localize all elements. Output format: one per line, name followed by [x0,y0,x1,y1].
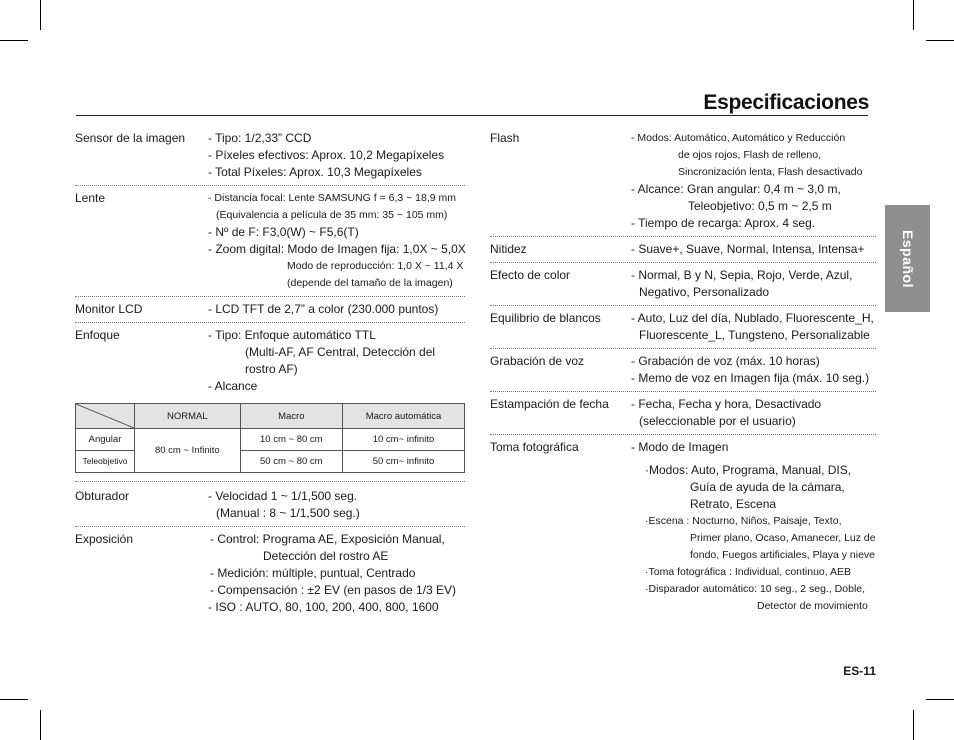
spec-value: de ojos rojos, Flash de relleno, [678,149,821,161]
page-number: ES-11 [843,664,876,678]
language-tab-label: Español [899,229,916,288]
spec-value: - Compensación : ±2 EV (en pasos de 1/3 EV) [210,583,457,597]
spec-value: (Equivalencia a película de 35 mm: 35 ~ 105 mm) [216,209,448,221]
page-title: Especificaciones [703,91,869,114]
spec-value: Sincronización lenta, Flash desactivado [678,166,863,178]
left-column [75,130,465,624]
crop-mark [0,40,28,41]
language-tab [885,205,930,312]
crop-mark [40,0,41,30]
table-row [76,451,465,473]
spec-value: - Total Píxeles: Aprox. 10,3 Megapíxeles [208,165,422,179]
spec-label: Enfoque [75,328,120,342]
crop-mark [0,699,28,700]
spec-value: ·Modos: Auto, Programa, Manual, DIS, [645,463,852,477]
crop-mark [913,0,914,30]
focus-range-table [75,403,465,473]
spec-row-exposicion [75,531,465,620]
spec-value: Detector de movimiento [757,600,868,612]
table-cell: Teleobjetivo [76,451,135,473]
spec-value: - Alcance [208,379,258,393]
spec-row-monitor [75,301,465,323]
spec-value: - Píxeles efectivos: Aprox. 10,2 Megapíxeles [208,148,445,162]
table-row [76,429,465,451]
spec-row-enfoque [75,327,465,399]
spec-value: Modo de reproducción: 1,0 X ~ 11,4 X [287,260,464,272]
crop-mark [926,40,954,41]
spec-label: Equilibrio de blancos [490,311,601,325]
spec-value: Primer plano, Ocaso, Amanecer, Luz de [690,532,876,544]
spec-value: (depende del tamaño de la imagen) [287,277,453,289]
spec-value: (seleccionable por el usuario) [639,414,796,428]
spec-label: Sensor de la imagen [75,131,186,145]
spec-value: Retrato, Escena [690,497,777,511]
diagonal-line-icon [76,404,134,428]
spec-label: Exposición [75,532,134,546]
spec-value: - ISO : AUTO, 80, 100, 200, 400, 800, 1600 [208,600,439,614]
spec-value: fondo, Fuegos artificiales, Playa y nieve [690,549,876,561]
spec-value: Teleobjetivo: 0,5 m ~ 2,5 m [688,199,832,213]
table-corner-cell [76,404,135,429]
spec-row-sensor [75,130,465,186]
spec-value: - Tipo: 1/2,33” CCD [208,131,312,145]
table-header: NORMAL [135,404,241,429]
spec-value: (Multi-AF, AF Central, Detección del [245,345,436,359]
crop-mark [40,710,41,740]
table-cell: 50 cm ~ 80 cm [240,451,342,473]
spec-value: - Auto, Luz del día, Nublado, Fluorescente_H, [631,311,874,325]
spec-row-lente [75,190,465,297]
title-rule [76,115,868,116]
crop-mark [913,710,914,740]
table-header: Macro automática [342,404,464,429]
spec-value: rostro AF) [245,362,298,376]
table-cell: 80 cm ~ Infinito [135,429,241,473]
spec-value: Guía de ayuda de la cámara, [690,480,845,494]
spec-value: Negativo, Personalizado [639,285,770,299]
spec-row-nitidez [490,241,876,263]
spec-value: ·Toma fotográfica : Individual, continuo, AEB [645,566,852,578]
spec-value: ·Escena : Nocturno, Niños, Paisaje, Texto, [645,515,842,527]
spec-label: Toma fotográfica [490,440,579,454]
spec-label: Estampación de fecha [490,397,609,411]
spec-value: - Alcance: Gran angular: 0,4 m ~ 3,0 m, [631,182,841,196]
spec-value: - Zoom digital: Modo de Imagen fija: 1,0X ~ 5,0X [208,242,466,256]
spec-row-voz [490,353,876,392]
spec-value: - Memo de voz en Imagen fija (máx. 10 seg.) [631,371,870,385]
spec-value: - Modo de Imagen [631,440,729,454]
spec-value: - Control: Programa AE, Exposición Manual, [210,532,445,546]
right-column [490,130,876,623]
spec-value: - Tiempo de recarga: Aprox. 4 seg. [631,216,816,230]
spec-row-blancos [490,310,876,349]
spec-label: Flash [490,131,520,145]
spec-value: - Medición: múltiple, puntual, Centrado [210,566,416,580]
spec-row-toma [490,439,876,619]
table-header: Macro [240,404,342,429]
spec-value: - LCD TFT de 2,7” a color (230.000 puntos) [208,302,439,316]
spec-row-fecha [490,396,876,435]
spec-label: Monitor LCD [75,302,143,316]
table-cell: Angular [76,429,135,451]
spec-value: - Suave+, Suave, Normal, Intensa, Intensa+ [631,242,865,256]
spec-value: Fluorescente_L, Tungsteno, Personalizable [639,328,870,342]
spec-label: Grabación de voz [490,354,585,368]
table-cell: 10 cm ~ 80 cm [240,429,342,451]
spec-row-obturador [75,481,465,527]
table-cell: 50 cm~ infinito [342,451,464,473]
spec-value: - Fecha, Fecha y hora, Desactivado [631,397,822,411]
spec-label: Nitidez [490,242,527,256]
spec-value: - Velocidad 1 ~ 1/1,500 seg. [208,489,358,503]
spec-value: - Modos: Automático, Automático y Reducción [631,132,846,144]
spec-value: ·Disparador automático: 10 seg., 2 seg., Doble, [645,583,866,595]
spec-value: (Manual : 8 ~ 1/1,500 seg.) [216,506,360,520]
spec-value: - Tipo: Enfoque automático TTL [208,328,376,342]
table-cell: 10 cm~ infinito [342,429,464,451]
spec-label: Obturador [75,489,130,503]
spec-value: - Normal, B y N, Sepia, Rojo, Verde, Azul, [631,268,853,282]
spec-value: - Nº de F: F3,0(W) ~ F5,6(T) [208,225,359,239]
spec-label: Efecto de color [490,268,571,282]
spec-value: - Distancia focal: Lente SAMSUNG f = 6,3 ~ 18,9 mm [208,192,457,204]
spec-value: Detección del rostro AE [263,549,389,563]
spec-row-flash [490,130,876,237]
spec-label: Lente [75,191,106,205]
crop-mark [926,699,954,700]
spec-value: - Grabación de voz (máx. 10 horas) [631,354,820,368]
spec-row-color [490,267,876,306]
